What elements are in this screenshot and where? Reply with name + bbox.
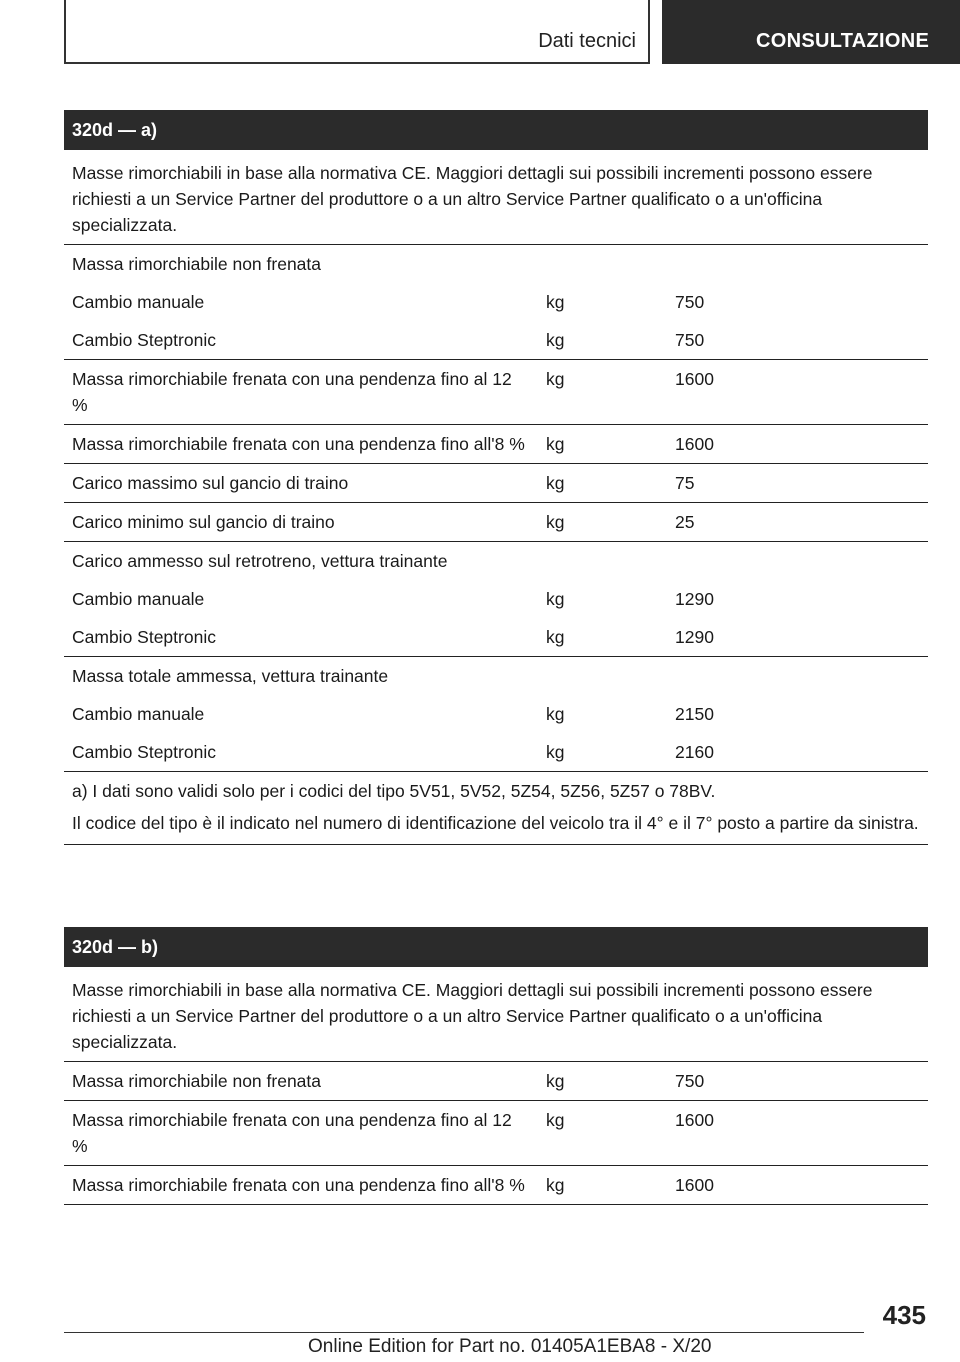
row-unit: kg (546, 434, 565, 454)
row-value (667, 548, 928, 574)
row-label: Cambio Steptronic (72, 330, 216, 350)
row-unit: kg (546, 1110, 565, 1130)
row-value: 1600 (675, 369, 714, 389)
header-section-tab (64, 0, 650, 64)
row-value: 1600 (675, 434, 714, 454)
row-label: Carico massimo sul gancio di traino (72, 473, 349, 493)
row-label: Massa rimorchiabile non frenata (72, 1071, 322, 1091)
row-unit: kg (546, 292, 565, 312)
row-value: 2150 (675, 704, 714, 724)
table-row (64, 618, 928, 657)
table-row (64, 1101, 928, 1166)
table-row (64, 542, 928, 580)
table-row (64, 283, 928, 321)
section-label: Dati tecnici (538, 30, 636, 52)
row-label: Massa totale ammessa, vettura trainante (72, 666, 389, 686)
table-320d-a (64, 110, 928, 845)
row-value (667, 251, 928, 277)
row-value: 2160 (675, 742, 714, 762)
row-value: 750 (675, 330, 705, 350)
table-row (64, 695, 928, 733)
row-value: 25 (675, 512, 695, 532)
row-label: Cambio manuale (72, 589, 205, 609)
row-value: 1600 (675, 1175, 714, 1195)
footer-divider (64, 1332, 864, 1333)
footer-edition-text: Online Edition for Part no. 01405A1EBA8 - X/20 (308, 1336, 712, 1357)
row-label: Massa rimorchiabile frenata con una pendenza fino all'8 % (72, 1175, 525, 1195)
page-number: 435 (882, 1300, 926, 1330)
table-row (64, 657, 928, 695)
row-label: Cambio manuale (72, 292, 205, 312)
table-title: 320d — b) (64, 927, 928, 967)
table-row (64, 580, 928, 618)
row-label: Cambio Steptronic (72, 742, 216, 762)
row-unit: kg (546, 1071, 565, 1091)
row-unit: kg (546, 589, 565, 609)
table-row (64, 464, 928, 503)
row-unit: kg (546, 627, 565, 647)
row-unit: kg (546, 704, 565, 724)
table-row (64, 733, 928, 772)
row-unit: kg (546, 1175, 565, 1195)
row-value: 750 (675, 1071, 705, 1091)
table-320d-b (64, 927, 928, 1205)
row-value: 750 (675, 292, 705, 312)
table-row (64, 360, 928, 425)
chapter-label: CONSULTAZIONE (756, 30, 930, 52)
table-row (64, 503, 928, 542)
table-row (64, 425, 928, 464)
row-unit: kg (546, 330, 565, 350)
row-label: Carico ammesso sul retrotreno, vettura trainante (72, 551, 448, 571)
row-value: 1290 (675, 627, 714, 647)
row-unit (538, 548, 667, 574)
row-label: Carico minimo sul gancio di traino (72, 512, 335, 532)
table-row (64, 1062, 928, 1101)
row-unit: kg (546, 473, 565, 493)
row-label: Massa rimorchiabile frenata con una pendenza fino all'8 % (72, 434, 525, 454)
table-title: 320d — a) (64, 110, 928, 150)
row-unit (538, 663, 667, 689)
row-label: Massa rimorchiabile frenata con una pendenza fino al 12 % (72, 1110, 512, 1156)
row-label: Massa rimorchiabile non frenata (72, 254, 322, 274)
table-intro: Masse rimorchiabili in base alla normativa CE. Maggiori dettagli sui possibili incrementi possono essere richiesti a un Service Partner del produttore o a un altro Service Partner qualificato o a un'officina specializzata. (64, 150, 928, 245)
footnote: Il codice del tipo è il indicato nel numero di identificazione del veicolo tra il 4° e il 7° posto a partire da sinistra. (72, 813, 919, 833)
table-row (64, 1166, 928, 1205)
row-label: Massa rimorchiabile frenata con una pendenza fino al 12 % (72, 369, 512, 415)
row-value: 1600 (675, 1110, 714, 1130)
row-unit (538, 251, 667, 277)
header-chapter-tab (662, 0, 960, 64)
row-unit: kg (546, 742, 565, 762)
row-value (667, 663, 928, 689)
row-value: 1290 (675, 589, 714, 609)
row-label: Cambio manuale (72, 704, 205, 724)
table-notes (64, 772, 928, 845)
row-value: 75 (675, 473, 695, 493)
footnote: a) I dati sono validi solo per i codici del tipo 5V51, 5V52, 5Z54, 5Z56, 5Z57 o 78BV. (72, 781, 716, 801)
table-row (64, 321, 928, 360)
row-unit: kg (546, 369, 565, 389)
table-row (64, 245, 928, 283)
row-label: Cambio Steptronic (72, 627, 216, 647)
table-intro: Masse rimorchiabili in base alla normativa CE. Maggiori dettagli sui possibili incrementi possono essere richiesti a un Service Partner del produttore o a un altro Service Partner qualificato o a un'officina specializzata. (64, 967, 928, 1062)
row-unit: kg (546, 512, 565, 532)
